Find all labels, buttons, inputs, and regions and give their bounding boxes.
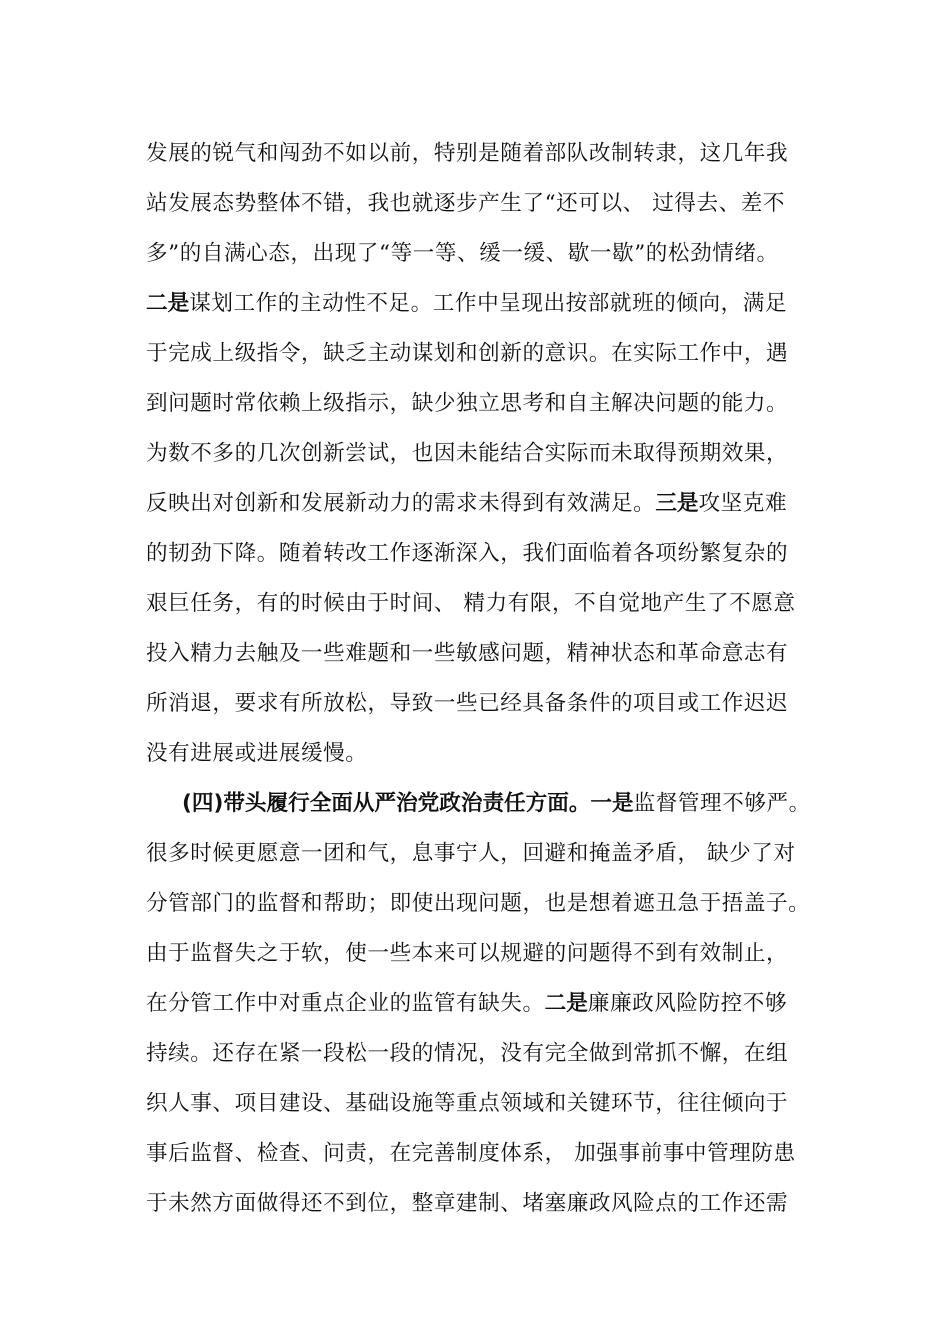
line-text: 没有进展或进展缓慢。 <box>146 741 368 766</box>
emphasis-label: 二是 <box>146 291 190 316</box>
line-text: 事后监督、检查、问责，在完善制度体系， 加强事前事中管理防患 <box>146 1141 796 1166</box>
text-line-19 <box>146 1037 816 1071</box>
text-line-4 <box>146 287 816 321</box>
text-line-22 <box>146 1187 816 1221</box>
line-text: 在分管工作中对重点企业的监管有缺失。 <box>146 991 545 1016</box>
text-line-20 <box>146 1087 816 1121</box>
text-line-3 <box>146 237 816 271</box>
line-text: 于完成上级指令，缺乏主动谋划和创新的意识。在实际工作中，遇 <box>146 341 789 366</box>
line-text: 所消退，要求有所放松，导致一些已经具备条件的项目或工作迟迟 <box>146 691 789 716</box>
section-heading-line <box>182 787 822 821</box>
line-text: 的韧劲下降。随着转改工作逐渐深入，我们面临着各项纷繁复杂的 <box>146 541 789 566</box>
text-line-11 <box>146 637 816 671</box>
text-line-10 <box>146 587 816 621</box>
text-line-18 <box>146 987 816 1021</box>
text-line-17 <box>146 937 816 971</box>
text-line-16 <box>146 887 816 921</box>
line-text: 到问题时常依赖上级指示，缺少独立思考和自主解决问题的能力。 <box>146 391 789 416</box>
text-line-8 <box>146 487 816 521</box>
emphasis-label: 二是 <box>544 991 588 1016</box>
text-line-7 <box>146 437 816 471</box>
emphasis-label: 三是 <box>655 491 699 516</box>
line-text: 反映出对创新和发展新动力的需求未得到有效满足。 <box>146 491 656 516</box>
text-line-12 <box>146 687 816 721</box>
text-line-6 <box>146 387 816 421</box>
text-line-2 <box>146 187 816 221</box>
line-text: 艰巨任务，有的时候由于时间、 精力有限，不自觉地产生了不愿意 <box>146 591 796 616</box>
line-text: 于未然方面做得还不到位，整章建制、堵塞廉政风险点的工作还需 <box>146 1191 789 1216</box>
line-text: 为数不多的几次创新尝试，也因未能结合实际而未取得预期效果， <box>146 441 789 466</box>
text-line-21 <box>146 1137 816 1171</box>
line-text-continued: 攻坚克难 <box>698 491 788 516</box>
line-text: 发展的锐气和闯劲不如以前，特别是随着部队改制转隶，这几年我 <box>146 141 789 166</box>
text-line-9 <box>146 537 816 571</box>
line-text: 站发展态势整体不错，我也就逐步产生了“还可以、 过得去、差不 <box>146 191 786 216</box>
line-text: 由于监督失之于软，使一些本来可以规避的问题得不到有效制止， <box>146 941 789 966</box>
text-line-15 <box>146 837 816 871</box>
line-text: 谋划工作的主动性不足。工作中呈现出按部就班的倾向，满足 <box>189 291 788 316</box>
text-line-1 <box>146 137 816 171</box>
line-text-continued: 廉廉政风险防控不够 <box>587 991 788 1016</box>
line-text: 监督管理不够严。 <box>633 791 811 816</box>
line-text: 很多时候更愿意一团和气，息事宁人，回避和掩盖矛盾， 缺少了对 <box>146 841 796 866</box>
line-text: 分管部门的监督和帮助；即使出现问题，也是想着遮丑急于捂盖子。 <box>146 891 811 916</box>
section-heading: (四)带头履行全面从严治党政治责任方面。一是 <box>182 791 634 816</box>
text-line-5 <box>146 337 816 371</box>
line-text: 投入精力去触及一些难题和一些敏感问题，精神状态和革命意志有 <box>146 641 789 666</box>
line-text: 织人事、项目建设、基础设施等重点领域和关键环节，往往倾向于 <box>146 1091 789 1116</box>
line-text: 多”的自满心态，出现了“等一等、缓一缓、歇一歇”的松劲情绪。 <box>146 241 779 266</box>
line-text: 持续。还存在紧一段松一段的情况，没有完全做到常抓不懈，在组 <box>146 1041 789 1066</box>
text-line-13 <box>146 737 816 771</box>
